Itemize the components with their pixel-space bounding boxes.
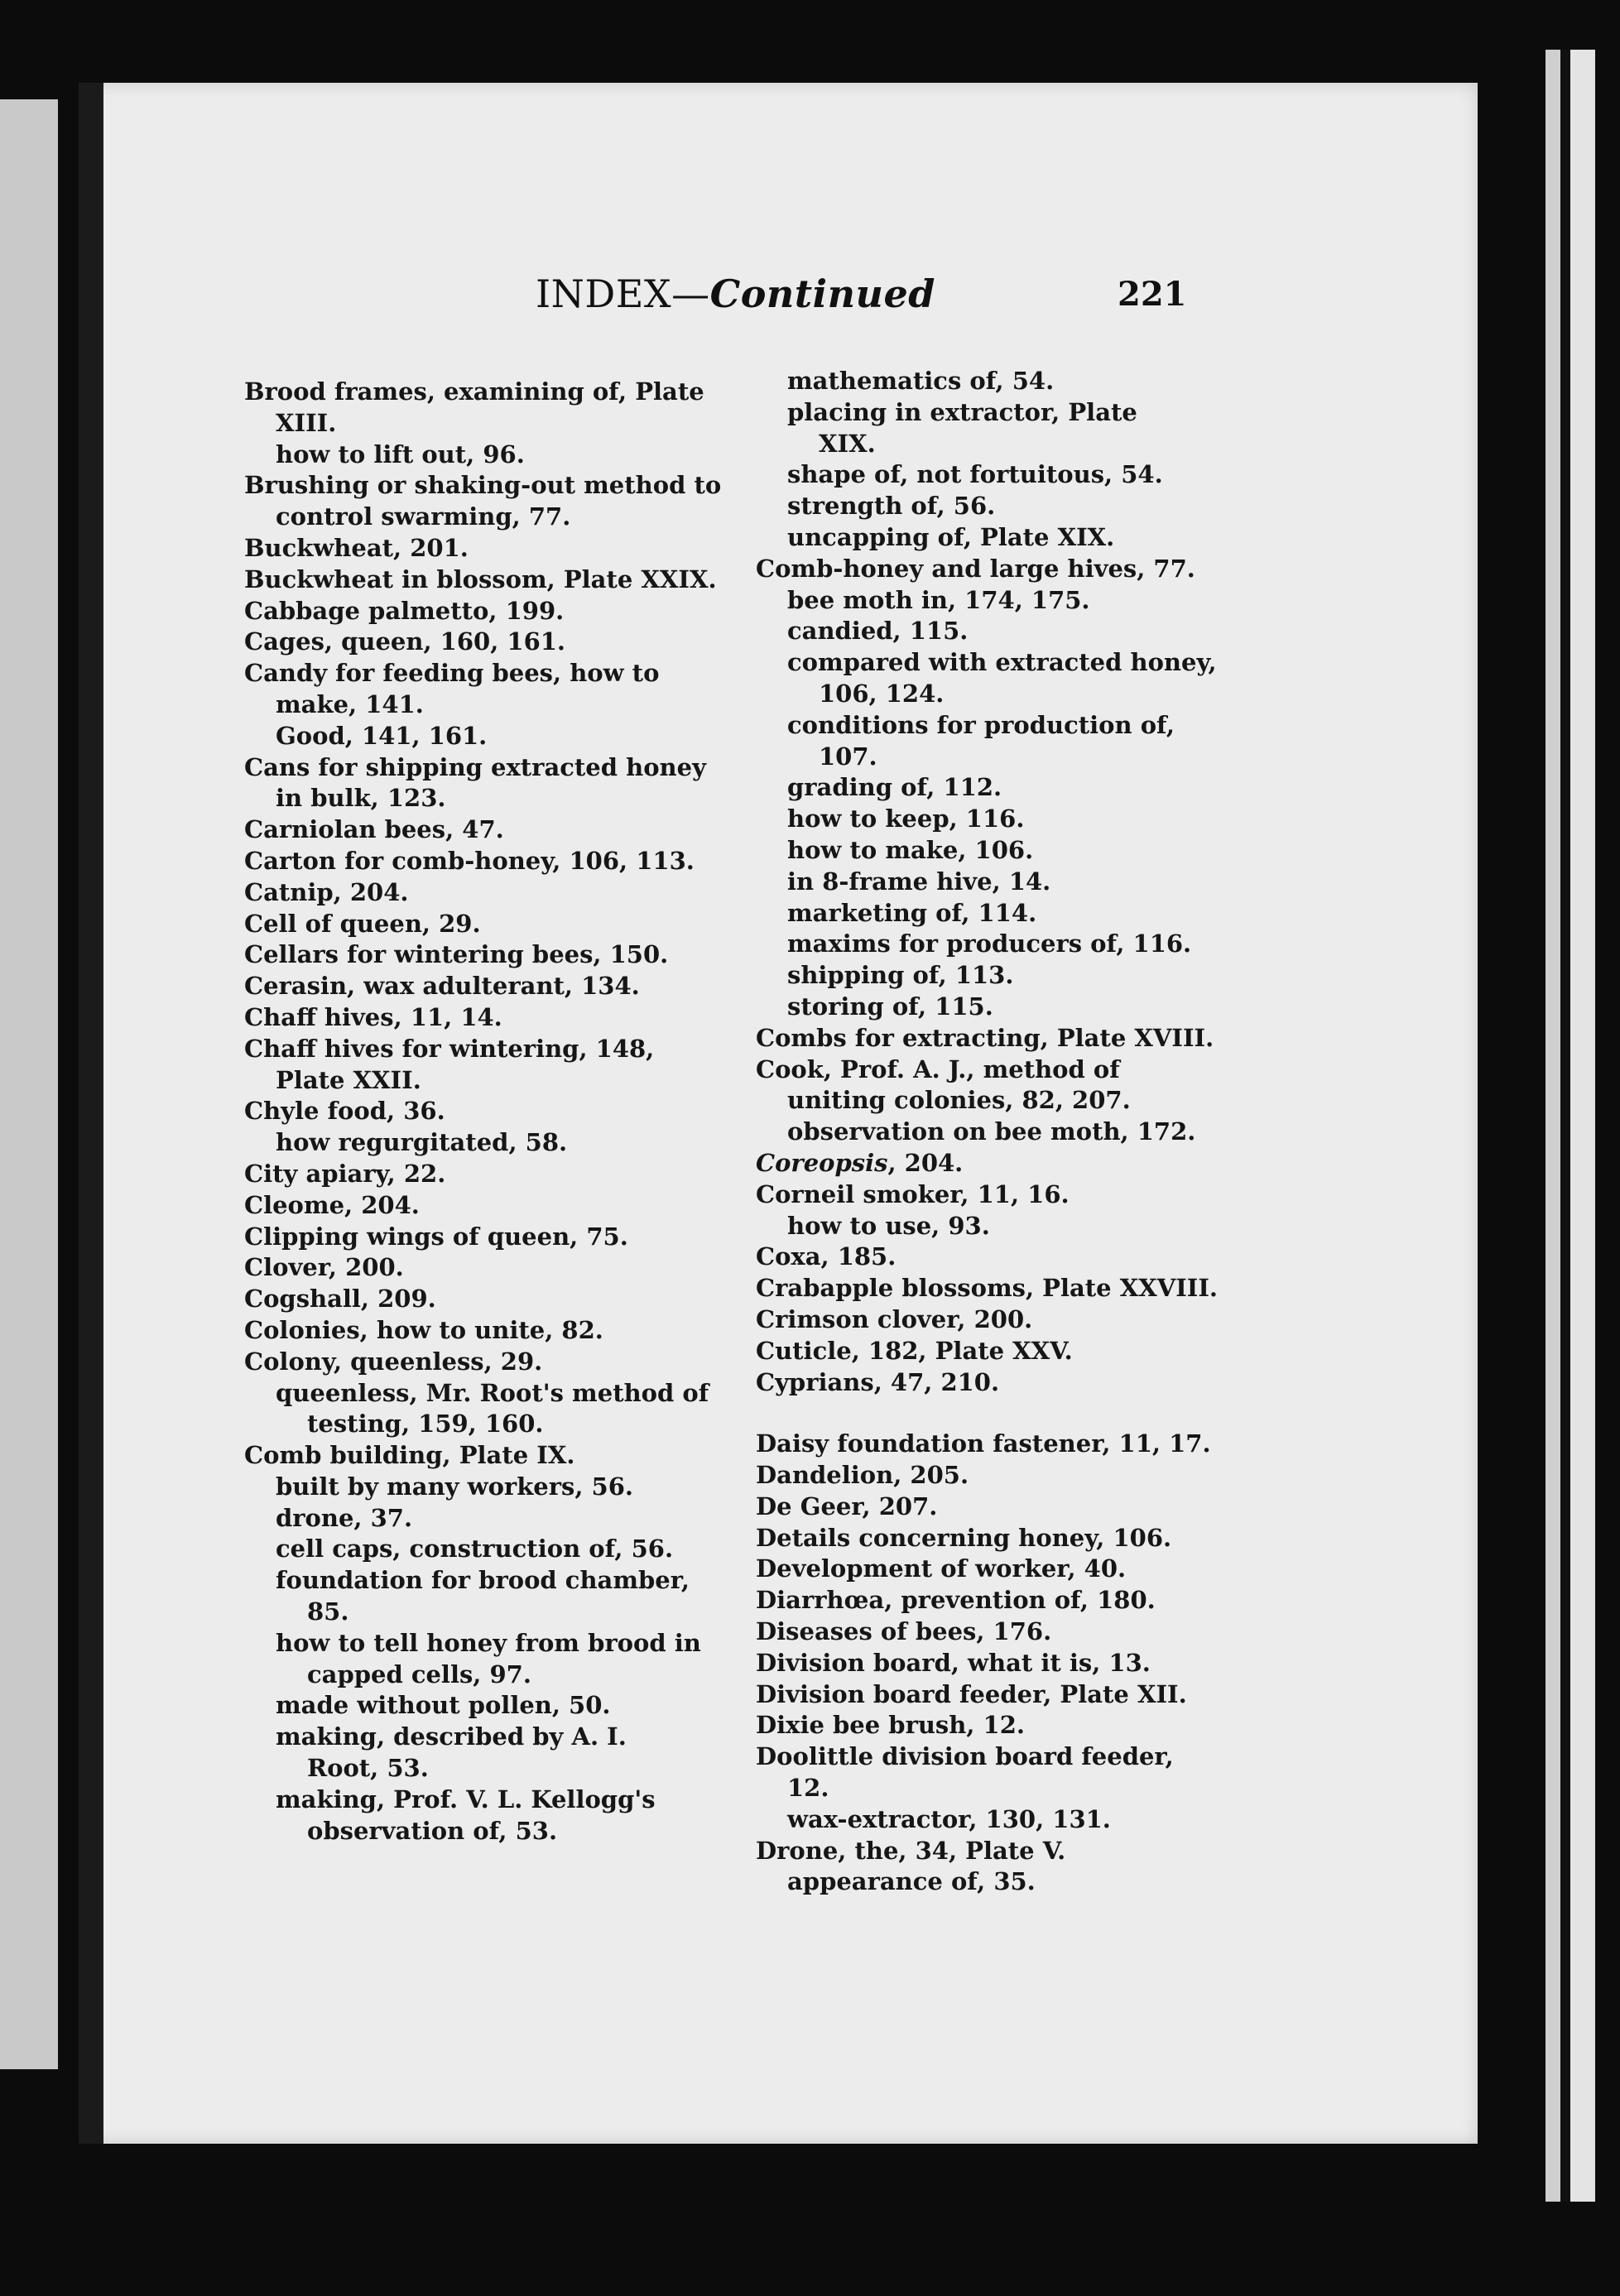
adjacent-page-edge xyxy=(0,99,58,2069)
index-entry: De Geer, 207. xyxy=(756,1491,938,1520)
index-entry: Chyle food, 36. xyxy=(244,1097,445,1126)
index-entry: Catnip, 204. xyxy=(244,877,409,906)
index-entry: Carton for comb-honey, 106, 113. xyxy=(244,846,695,875)
index-entry: Corneil smoker, 11, 16. xyxy=(756,1179,1070,1208)
index-entry: Dixie bee brush, 12. xyxy=(756,1711,1025,1740)
index-entry: bee moth in, 174, 175. xyxy=(787,585,1090,614)
index-entry: how to tell honey from brood in capped cells, 97. xyxy=(276,1628,701,1688)
index-entry: marketing of, 114. xyxy=(787,898,1037,927)
index-entry: Chaff hives for wintering, 148, Plate XXII. xyxy=(244,1034,655,1094)
index-entry: storing of, 115. xyxy=(787,992,993,1021)
index-entry: Comb building, Plate IX. xyxy=(244,1441,575,1470)
index-entry: Crimson clover, 200. xyxy=(756,1304,1033,1333)
index-entry: placing in extractor, Plate XIX. xyxy=(787,397,1137,458)
index-entry: Crabapple blossoms, Plate XXVIII. xyxy=(756,1274,1219,1303)
index-entry: built by many workers, 56. xyxy=(276,1472,633,1501)
index-entry: Candy for feeding bees, how to make, 141. xyxy=(244,659,660,718)
index-entry: how to keep, 116. xyxy=(787,805,1025,833)
index-entry: Coxa, 185. xyxy=(756,1242,897,1271)
index-entry: mathematics of, 54. xyxy=(787,367,1055,395)
index-entry: Diseases of bees, 176. xyxy=(756,1617,1052,1646)
index-entry: making, described by A. I. Root, 53. xyxy=(276,1722,627,1783)
page-header xyxy=(79,271,1478,329)
index-entry: Daisy foundation fastener, 11, 17. xyxy=(756,1429,1211,1458)
index-entry: compared with extracted honey, 106, 124. xyxy=(787,648,1217,708)
index-entry: Cabbage palmetto, 199. xyxy=(244,596,565,625)
index-entry: Diarrhœa, prevention of, 180. xyxy=(756,1586,1156,1615)
index-entry: making, Prof. V. L. Kellogg's observation of, 53. xyxy=(276,1784,656,1845)
index-entry: observation on bee moth, 172. xyxy=(787,1117,1196,1146)
page-number: 221 xyxy=(1118,275,1187,314)
index-entry: Buckwheat in blossom, Plate XXIX. xyxy=(244,564,717,593)
index-letter-gap xyxy=(756,1398,1252,1429)
index-entry: Cook, Prof. A. J., method of uniting colonies, 82, 207. xyxy=(756,1054,1131,1115)
index-entry: grading of, 112. xyxy=(787,773,1002,802)
index-entry: City apiary, 22. xyxy=(244,1159,446,1188)
index-column-right xyxy=(756,366,1252,1898)
index-entry: Carniolan bees, 47. xyxy=(244,815,504,844)
index-entry: Combs for extracting, Plate XVIII. xyxy=(756,1023,1214,1052)
index-entry: Division board feeder, Plate XII. xyxy=(756,1679,1187,1708)
index-entry: Brood frames, examining of, Plate XIII. xyxy=(244,377,704,437)
index-entry: Cans for shipping extracted honey in bulk, 123. xyxy=(244,752,706,813)
running-head xyxy=(536,271,935,316)
index-entry: Doolittle division board feeder, 12. xyxy=(756,1742,1174,1803)
index-entry: Clover, 200. xyxy=(244,1253,404,1282)
index-entry: how to lift out, 96. xyxy=(276,440,525,468)
index-entry: strength of, 56. xyxy=(787,492,996,521)
index-entry: queenless, Mr. Root's method of testing, 159, 160. xyxy=(276,1378,709,1439)
index-entry: maxims for producers of, 116. xyxy=(787,929,1192,958)
index-entry: wax-extractor, 130, 131. xyxy=(787,1804,1111,1833)
index-entry: Cerasin, wax adulterant, 134. xyxy=(244,972,640,1001)
index-entry: shipping of, 113. xyxy=(787,961,1014,990)
index-entry: how to make, 106. xyxy=(787,835,1034,864)
index-entry: Cages, queen, 160, 161. xyxy=(244,627,566,656)
index-entry: Development of worker, 40. xyxy=(756,1554,1127,1583)
index-entry: shape of, not fortuitous, 54. xyxy=(787,460,1163,489)
index-entry: Cyprians, 47, 210. xyxy=(756,1367,1000,1396)
index-entry: Brushing or shaking-out method to control swarming, 77. xyxy=(244,471,722,531)
index-entry: how regurgitated, 58. xyxy=(276,1128,568,1157)
index-entry: Cogshall, 209. xyxy=(244,1285,436,1314)
running-head-title: INDEX— xyxy=(536,271,710,316)
index-entry: Buckwheat, 201. xyxy=(244,533,469,562)
index-column-left xyxy=(244,377,741,1847)
index-entry: made without pollen, 50. xyxy=(276,1691,611,1720)
index-entry: Chaff hives, 11, 14. xyxy=(244,1002,502,1031)
index-entry: Good, 141, 161. xyxy=(276,721,488,750)
index-entry: foundation for brood chamber, 85. xyxy=(276,1566,690,1626)
index-entry: Coreopsis, 204. xyxy=(756,1148,964,1177)
index-entry: candied, 115. xyxy=(787,617,969,646)
index-entry: Dandelion, 205. xyxy=(756,1461,969,1490)
index-entry: Colony, queenless, 29. xyxy=(244,1347,543,1376)
index-entry: Comb-honey and large hives, 77. xyxy=(756,554,1195,583)
running-head-continued: Continued xyxy=(709,271,935,316)
index-entry: appearance of, 35. xyxy=(787,1867,1036,1896)
index-entry: Drone, the, 34, Plate V. xyxy=(756,1836,1066,1865)
book-binding-edge xyxy=(1545,50,1620,2202)
index-entry: drone, 37. xyxy=(276,1503,413,1532)
index-entry: Cleome, 204. xyxy=(244,1190,420,1219)
book-page xyxy=(79,83,1478,2144)
index-entry: how to use, 93. xyxy=(787,1211,990,1240)
index-entry: conditions for production of, 107. xyxy=(787,710,1175,771)
index-entry: cell caps, construction of, 56. xyxy=(276,1535,674,1563)
index-entry: Details concerning honey, 106. xyxy=(756,1523,1172,1552)
index-entry: in 8-frame hive, 14. xyxy=(787,867,1051,896)
index-entry: Colonies, how to unite, 82. xyxy=(244,1315,603,1344)
index-entry: Division board, what it is, 13. xyxy=(756,1648,1151,1677)
index-entry: Cellars for wintering bees, 150. xyxy=(244,940,669,969)
index-entry: Cuticle, 182, Plate XXV. xyxy=(756,1336,1073,1365)
index-entry: Clipping wings of queen, 75. xyxy=(244,1222,628,1251)
index-entry: uncapping of, Plate XIX. xyxy=(787,522,1115,551)
index-entry: Cell of queen, 29. xyxy=(244,909,481,938)
